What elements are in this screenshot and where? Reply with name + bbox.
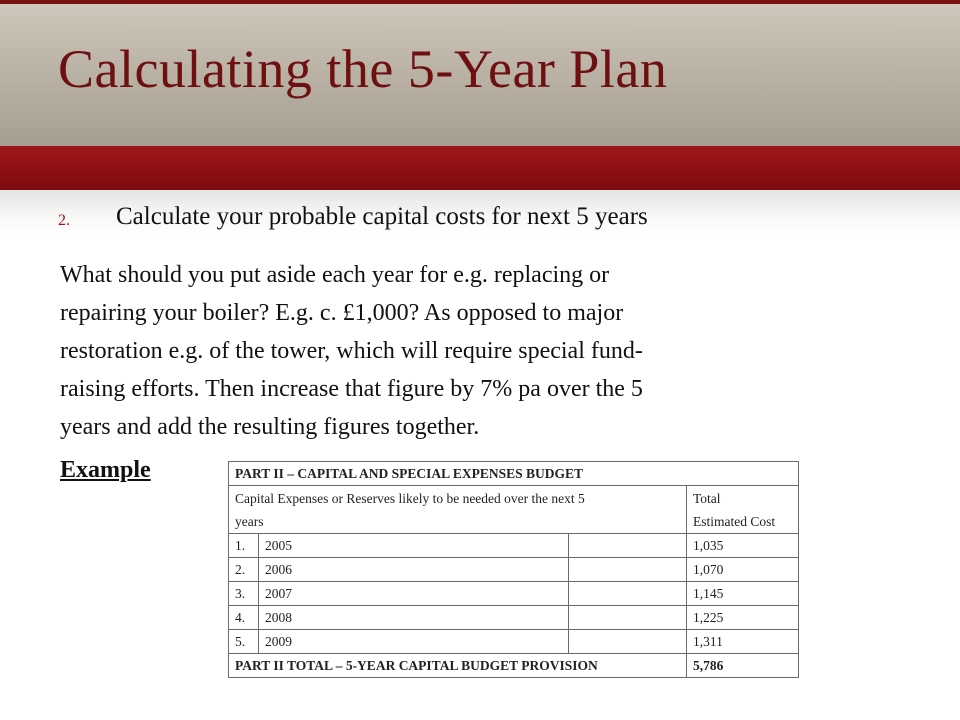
row-year: 2009 bbox=[259, 630, 569, 654]
row-number: 5. bbox=[229, 630, 259, 654]
row-blank bbox=[569, 630, 687, 654]
paragraph-line: years and add the resulting figures together. bbox=[60, 414, 480, 440]
table-row bbox=[229, 534, 799, 558]
total-value: 5,786 bbox=[687, 654, 799, 678]
row-cost: 1,035 bbox=[687, 534, 799, 558]
row-blank bbox=[569, 582, 687, 606]
paragraph-line: repairing your boiler? E.g. c. £1,000? As opposed to major bbox=[60, 300, 624, 326]
table-header-row bbox=[229, 486, 799, 534]
point-number: 2. bbox=[58, 212, 70, 229]
row-year: 2005 bbox=[259, 534, 569, 558]
cost-header bbox=[687, 486, 799, 534]
cost-header-line: Total bbox=[693, 490, 721, 506]
slide-title: Calculating the 5-Year Plan bbox=[58, 39, 668, 99]
table-heading-row bbox=[229, 462, 799, 486]
table-heading: PART II – CAPITAL AND SPECIAL EXPENSES BUDGET bbox=[229, 462, 799, 486]
paragraph-line: What should you put aside each year for e.g. replacing or bbox=[60, 262, 610, 288]
row-year: 2007 bbox=[259, 582, 569, 606]
row-blank bbox=[569, 558, 687, 582]
table-row bbox=[229, 606, 799, 630]
paragraph-line: restoration e.g. of the tower, which will require special fund- bbox=[60, 338, 643, 364]
description-header-line: Capital Expenses or Reserves likely to be needed over the next 5 bbox=[235, 490, 585, 506]
table-row bbox=[229, 582, 799, 606]
row-cost: 1,145 bbox=[687, 582, 799, 606]
table-row bbox=[229, 558, 799, 582]
row-year: 2006 bbox=[259, 558, 569, 582]
description-header bbox=[229, 486, 687, 534]
example-label: Example bbox=[60, 457, 151, 483]
row-blank bbox=[569, 534, 687, 558]
paragraph-line: raising efforts. Then increase that figure by 7% pa over the 5 bbox=[60, 376, 643, 402]
row-cost: 1,070 bbox=[687, 558, 799, 582]
row-number: 2. bbox=[229, 558, 259, 582]
header-top-line bbox=[0, 0, 960, 4]
row-number: 3. bbox=[229, 582, 259, 606]
title-header-bar bbox=[0, 0, 960, 146]
table-total-row bbox=[229, 654, 799, 678]
row-blank bbox=[569, 606, 687, 630]
total-label: PART II TOTAL – 5-YEAR CAPITAL BUDGET PROVISION bbox=[229, 654, 687, 678]
point-text: Calculate your probable capital costs for next 5 years bbox=[116, 203, 648, 230]
red-accent-band bbox=[0, 146, 960, 190]
table-row bbox=[229, 630, 799, 654]
row-number: 4. bbox=[229, 606, 259, 630]
row-cost: 1,225 bbox=[687, 606, 799, 630]
capital-budget-table bbox=[228, 461, 799, 678]
row-year: 2008 bbox=[259, 606, 569, 630]
cost-header-line: Estimated Cost bbox=[693, 513, 776, 529]
row-number: 1. bbox=[229, 534, 259, 558]
row-cost: 1,311 bbox=[687, 630, 799, 654]
description-header-line: years bbox=[235, 513, 264, 529]
body-paragraph bbox=[60, 256, 860, 446]
